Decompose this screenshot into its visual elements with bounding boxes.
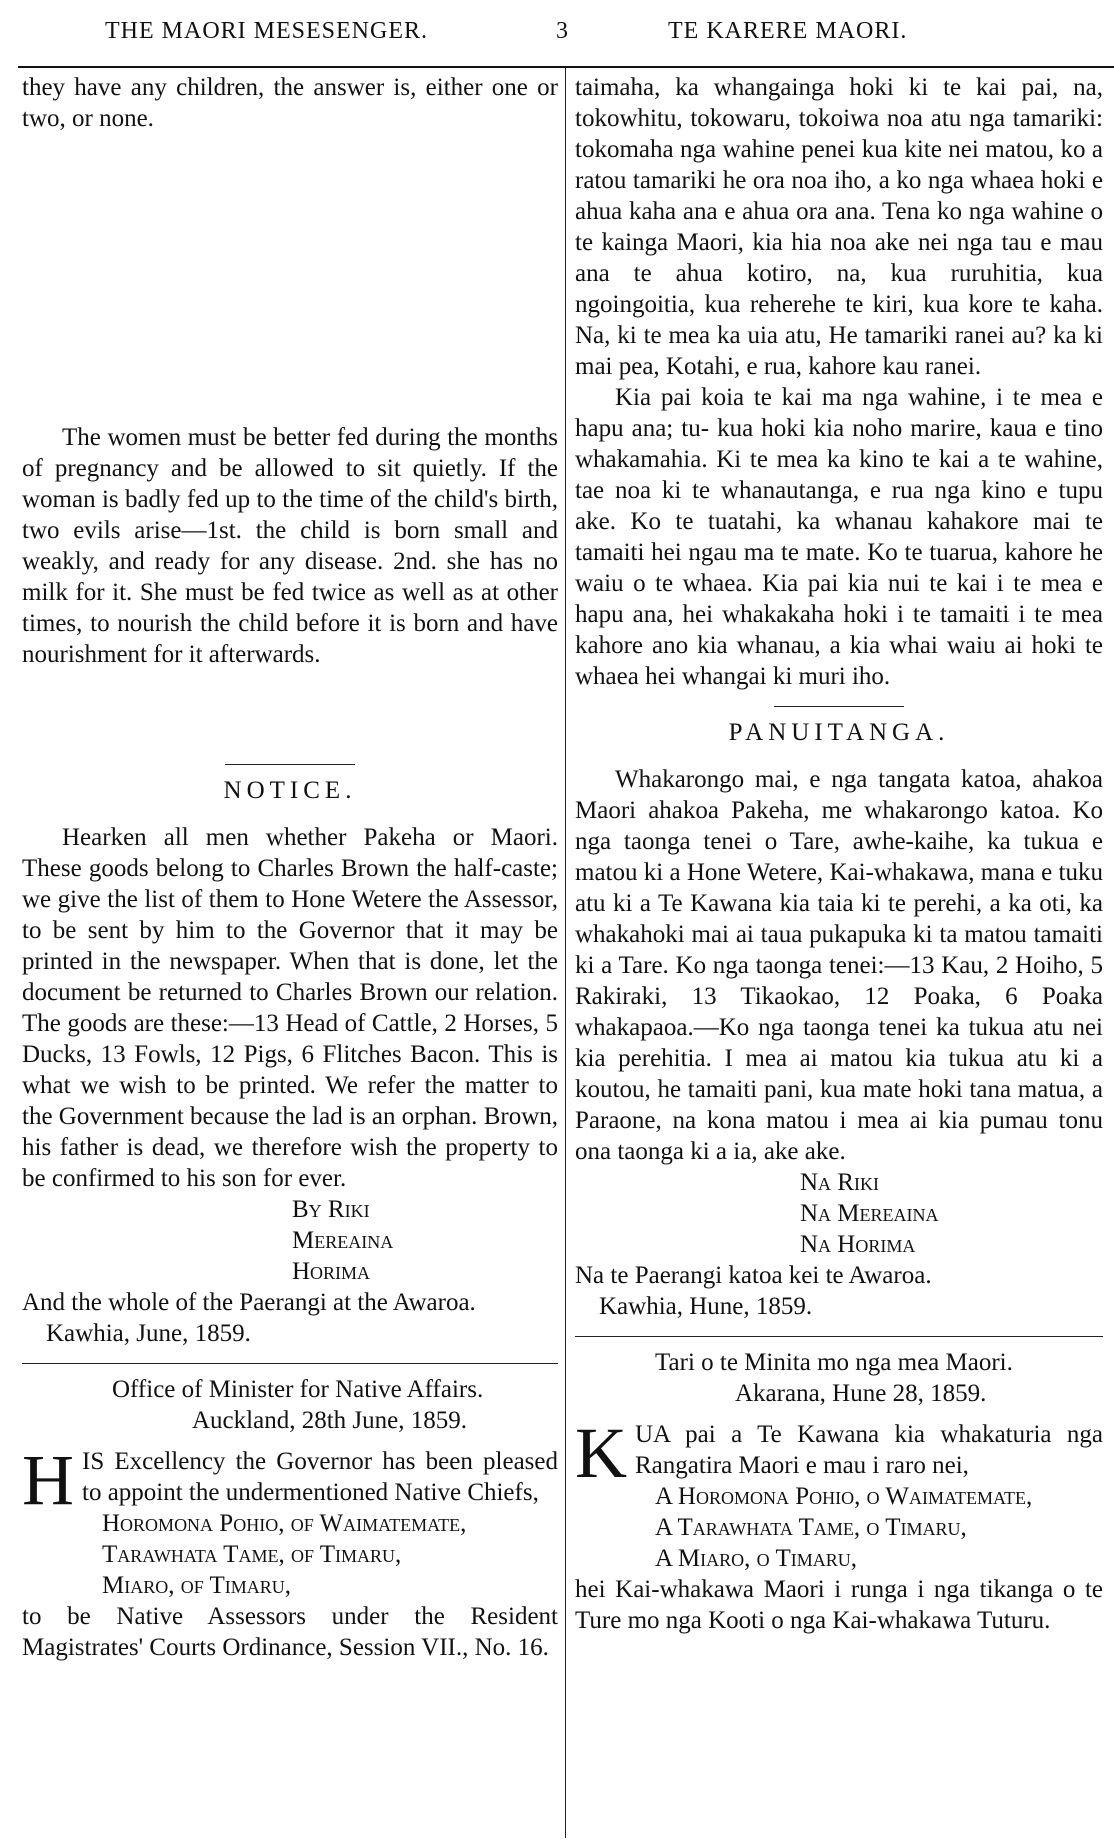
maori-masthead: TE KARERE MAORI. bbox=[668, 18, 908, 44]
english-opening: they have any children, the answer is, either one or two, or none. bbox=[22, 74, 558, 132]
signature-mereaina: Na Mereaina bbox=[800, 1200, 939, 1227]
appointment-end: hei Kai-whakawa Maori i runga i nga tikanga o te Ture mo nga Kooti o nga Kai-whakawa Tuturu. bbox=[575, 1576, 1103, 1634]
office-line: Tari o te Minita mo nga mea Maori. bbox=[655, 1349, 1013, 1376]
english-women-paragraph: The women must be better fed during the months of pregnancy and be allowed to sit quietly. If the woman is badly fed up to the time of the child's birth, two evils arise—1st. the child is born small and weakly, and ready for any disease. 2nd. she has no milk for it. She must be fed twice as well as at other times, to nourish the child before it is born and have nourishment for it afterwards. bbox=[22, 424, 558, 668]
page-header bbox=[0, 18, 1114, 58]
section-rule bbox=[774, 706, 904, 707]
office-date: Auckland, 28th June, 1859. bbox=[192, 1407, 467, 1434]
signature-whole: Na te Paerangi katoa kei te Awaroa. bbox=[575, 1262, 932, 1289]
panuitanga-dateline: Kawhia, Hune, 1859. bbox=[599, 1293, 813, 1320]
section-rule bbox=[575, 1336, 1103, 1337]
appointment-text: UA pai a Te Kawana kia whakaturia nga Rangatira Maori e mau i raro nei, bbox=[635, 1421, 1103, 1479]
appointment-paragraph bbox=[575, 1413, 1103, 1493]
blank-space bbox=[22, 134, 558, 422]
maori-women-paragraph: Kia pai koia te kai ma nga wahine, i te mea e hapu ana; tu- kua hoki kia noho marire, kaua e tino whakamahia. Ki te mea ka kino te kai a te wahine, tae noa ki te whanautanga, e rua nga kino e tupu ake. Ko te tuatahi, ka whanau kahakore mai te tamaiti hei ngau ma te mate. Ko te tuarua, kahore he waiu o te whaea. Kia pai kia nui te kai i te mea e hapu ana, hei whakakaha hoki i te tamaiti i te mea kahore ano kia whanau, a kia whai waiu ai hoki te whaea hei whangai ki muri iho. bbox=[575, 384, 1103, 690]
section-rule bbox=[225, 764, 355, 765]
english-column bbox=[22, 72, 558, 1663]
appointment-text: IS Excellency the Governor has been pleased to appoint the undermentioned Native Chiefs, bbox=[82, 1448, 558, 1506]
chief-1: A Horomona Pohio, o Waimatemate, bbox=[655, 1483, 1033, 1510]
english-masthead: THE MAORI MESESENGER. bbox=[105, 18, 429, 44]
chief-1: Horomona Pohio, of Waimatemate, bbox=[102, 1510, 467, 1537]
maori-opening: taimaha, ka whangainga hoki ki te kai pai, na, tokowhitu, tokowaru, tokoiwa noa atu nga tamariki: tokomaha nga wahine penei kua kite nei matou, ko a ratou tamariki he ora noa iho, a ko nga whaea hoki e ahua kaha ana e ahua ora ana. Tena ko nga wahine o te kainga Maori, kia hia noa ake nei nga tau e mau ana te ahua kotiro, na, kua ruruhitia, kua ngoingoitia, kua reherehe te kiri, kua kore te kaha. Na, ki te mea ka uia atu, He tamariki ranei au? ka ki mai pea, Kotahi, e rua, kahore kau ranei. bbox=[575, 74, 1103, 380]
chief-3: A Miaro, o Timaru, bbox=[655, 1545, 857, 1572]
signature-mereaina: Mereaina bbox=[292, 1227, 394, 1254]
chief-2: Tarawhata Tame, of Timaru, bbox=[102, 1541, 402, 1568]
chief-3: Miaro, of Timaru, bbox=[102, 1572, 292, 1599]
maori-column bbox=[575, 72, 1103, 1636]
drop-cap: K bbox=[575, 1413, 627, 1493]
panuitanga-body: Whakarongo mai, e nga tangata katoa, ahakoa Maori ahakoa Pakeha, me whakarongo katoa. Ko nga taonga tenei o Tare, awhe-kaihe, ka tukua e matou ki a Hone Wetere, Kai-whakawa, mana e tuku atu ki a Te Kawana kia taia ki te perehi, a ka oti, ka whakahoki mai ai taua pukapuka ki ta matou tamaiti ki a Tare. Ko nga taonga tenei:—13 Kau, 2 Hoiho, 5 Rakiraki, 13 Tikaokao, 12 Poaka, 6 Poaka whakapaoa.—Ko nga taonga tenei ka tukua atu nei kia perehitia. I mea ai matou kia tukua atu ki a koutou, he tamaiti pani, kua mate hoki tana matua, a Paraone, na kona matou i mea ai kia pumau tonu ona taonga ki a ia, ake ake. bbox=[575, 766, 1103, 1165]
blank-space bbox=[22, 670, 558, 750]
appointment-end: to be Native Assessors under the Resident Magistrates' Courts Ordinance, Session VII., No. 16. bbox=[22, 1603, 558, 1661]
header-rule bbox=[18, 66, 1114, 68]
notice-dateline: Kawhia, June, 1859. bbox=[46, 1320, 251, 1347]
signature-horima: Horima bbox=[292, 1258, 371, 1285]
signature-whole: And the whole of the Paerangi at the Awaroa. bbox=[22, 1289, 476, 1316]
drop-cap: H bbox=[22, 1440, 74, 1520]
chief-2: A Tarawhata Tame, o Timaru, bbox=[655, 1514, 967, 1541]
office-line: Office of Minister for Native Affairs. bbox=[112, 1376, 484, 1403]
signature-riki: Na Riki bbox=[800, 1169, 879, 1196]
notice-body: Hearken all men whether Pakeha or Maori. These goods belong to Charles Brown the half-caste; we give the list of them to Hone Wetere the Assessor, to be sent by him to the Governor that it may be printed in the newspaper. When that is done, let the document be returned to Charles Brown our relation. The goods are these:—13 Head of Cattle, 2 Horses, 5 Ducks, 13 Fowls, 12 Pigs, 6 Flitches Bacon. This is what we wish to be printed. We refer the matter to the Government because the lad is an orphan. Brown, his father is dead, we therefore wish the property to be confirmed to his son for ever. bbox=[22, 824, 558, 1192]
notice-heading: NOTICE. bbox=[223, 777, 357, 804]
appointment-paragraph bbox=[22, 1440, 558, 1520]
page-number: 3 bbox=[556, 18, 569, 44]
section-rule bbox=[22, 1363, 558, 1364]
office-date: Akarana, Hune 28, 1859. bbox=[735, 1380, 987, 1407]
panuitanga-heading: PANUITANGA. bbox=[728, 719, 950, 746]
signature-by: By Riki bbox=[292, 1196, 370, 1223]
signature-horima: Na Horima bbox=[800, 1231, 916, 1258]
column-divider bbox=[565, 68, 566, 1838]
